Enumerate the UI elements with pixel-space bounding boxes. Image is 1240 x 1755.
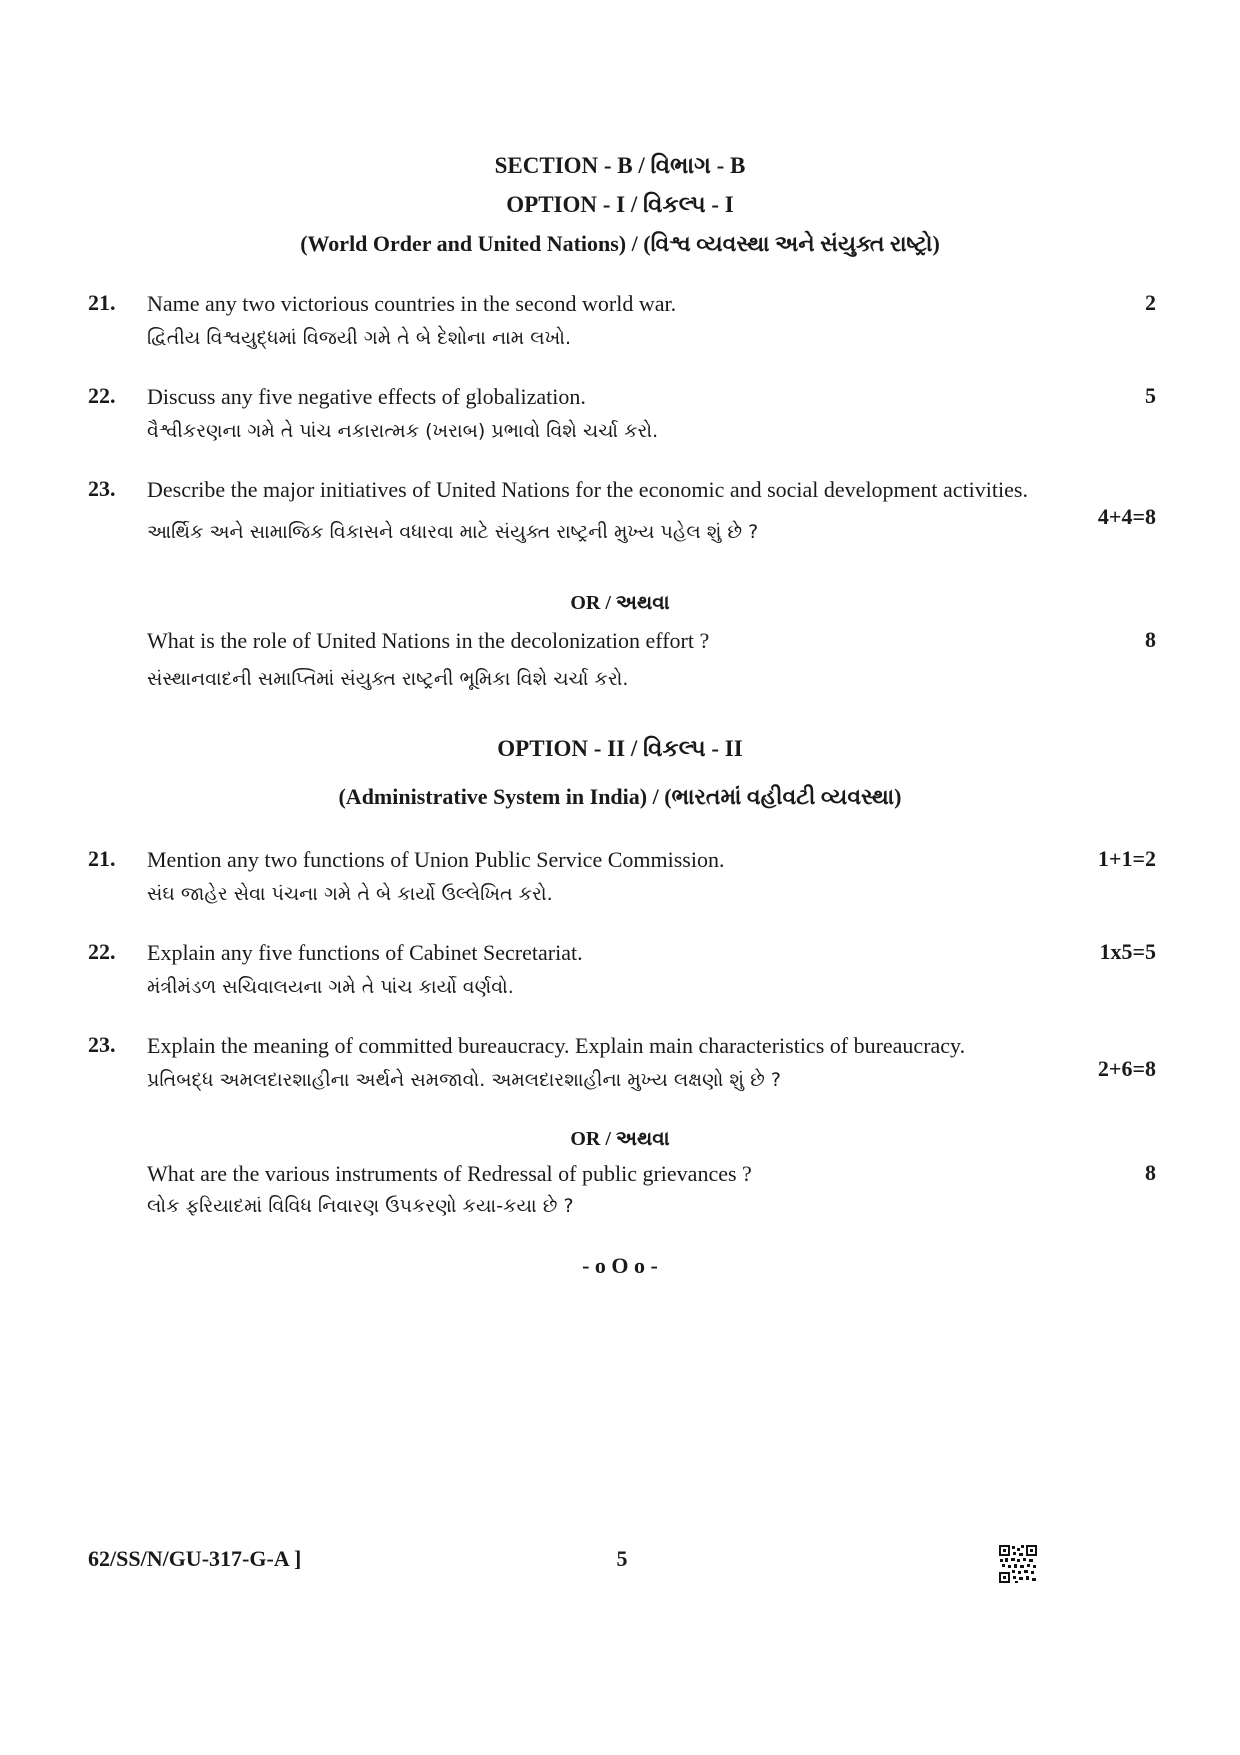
or-divider: OR / અથવા xyxy=(570,592,670,614)
question-marks: 2+6=8 xyxy=(1097,1056,1156,1081)
question-item xyxy=(88,939,1156,1001)
question-text-english: What are the various instruments of Redressal of public grievances ? xyxy=(147,1161,752,1186)
question-number: 22. xyxy=(88,939,116,964)
question-item xyxy=(88,383,1156,445)
question-number: 23. xyxy=(88,1032,116,1057)
question-item xyxy=(88,290,1156,352)
question-item xyxy=(88,846,1156,908)
question-number: 22. xyxy=(88,383,116,408)
question-text-english: Mention any two functions of Union Public Service Commission. xyxy=(147,847,725,872)
question-text-gujarati: સંઘ જાહેર સેવા પંચના ગમે તે બે કાર્યો ઉલ્લેખિત કરો. xyxy=(147,883,553,905)
paper-code: 62/SS/N/GU-317-G-A ] xyxy=(88,1546,302,1571)
question-item xyxy=(88,476,1156,546)
question-number: 21. xyxy=(88,290,116,315)
question-text-gujarati: સંસ્થાનવાદની સમાપ્તિમાં સંયુક્ત રાષ્ટ્રની ભૂમિકા વિશે ચર્ચા કરો. xyxy=(147,668,629,690)
qr-code-icon xyxy=(998,1544,1038,1584)
page-number: 5 xyxy=(616,1546,628,1571)
question-marks: 8 xyxy=(1145,627,1156,652)
question-marks: 4+4=8 xyxy=(1097,504,1156,529)
end-of-paper-marker: - o O o - xyxy=(582,1253,658,1278)
option-1-title: OPTION - I / વિકલ્પ - I xyxy=(506,192,734,217)
question-text-gujarati: દ્વિતીય વિશ્વયુદ્ધમાં વિજયી ગમે તે બે દેશોના નામ લખો. xyxy=(147,327,572,349)
question-text-english: Name any two victorious countries in the second world war. xyxy=(147,291,677,316)
question-text-english: Discuss any five negative effects of globalization. xyxy=(147,384,586,409)
question-text-gujarati: લોક ફરિયાદમાં વિવિધ નિવારણ ઉપકરણો કયા-કયા છે ? xyxy=(147,1195,574,1217)
question-marks: 1x5=5 xyxy=(1099,939,1156,964)
question-item xyxy=(88,1032,1156,1094)
question-text-english: Describe the major initiatives of United Nations for the economic and social development activities. xyxy=(147,477,1028,502)
question-text-gujarati: વૈશ્વીકરણના ગમે તે પાંચ નકારાત્મક (ખરાબ) પ્રભાવો વિશે ચર્ચા કરો. xyxy=(147,420,659,442)
question-number: 21. xyxy=(88,846,116,871)
question-number: 23. xyxy=(88,476,116,501)
option-1-subtitle: (World Order and United Nations) / (વિશ્વ વ્યવસ્થા અને સંયુક્ત રાષ્ટ્રો) xyxy=(300,231,940,256)
or-divider: OR / અથવા xyxy=(570,1128,670,1150)
alternative-question xyxy=(147,627,1156,693)
question-marks: 8 xyxy=(1145,1160,1156,1185)
option-2-title: OPTION - II / વિકલ્પ - II xyxy=(497,736,743,761)
question-marks: 5 xyxy=(1145,383,1156,408)
question-text-gujarati: પ્રતિબદ્ધ અમલદારશાહીના અર્થને સમજાવો. અમલદારશાહીના મુખ્ય લક્ષણો શું છે ? xyxy=(147,1069,781,1091)
question-text-english: Explain any five functions of Cabinet Secretariat. xyxy=(147,940,583,965)
alternative-question xyxy=(147,1160,1156,1220)
question-marks: 1+1=2 xyxy=(1097,846,1156,871)
section-title: SECTION - B / વિભાગ - B xyxy=(494,153,746,178)
question-text-gujarati: મંત્રીમંડળ સચિવાલયના ગમે તે પાંચ કાર્યો વર્ણવો. xyxy=(147,976,514,998)
question-text-english: Explain the meaning of committed bureaucracy. Explain main characteristics of bureaucracy. xyxy=(147,1033,966,1058)
question-text-english: What is the role of United Nations in the decolonization effort ? xyxy=(147,628,710,653)
question-marks: 2 xyxy=(1145,290,1156,315)
question-text-gujarati: આર્થિક અને સામાજિક વિકાસને વધારવા માટે સંયુક્ત રાષ્ટ્રની મુખ્ય પહેલ શું છે ? xyxy=(147,521,759,543)
option-2-subtitle: (Administrative System in India) / (ભારતમાં વહીવટી વ્યવસ્થા) xyxy=(338,784,902,809)
